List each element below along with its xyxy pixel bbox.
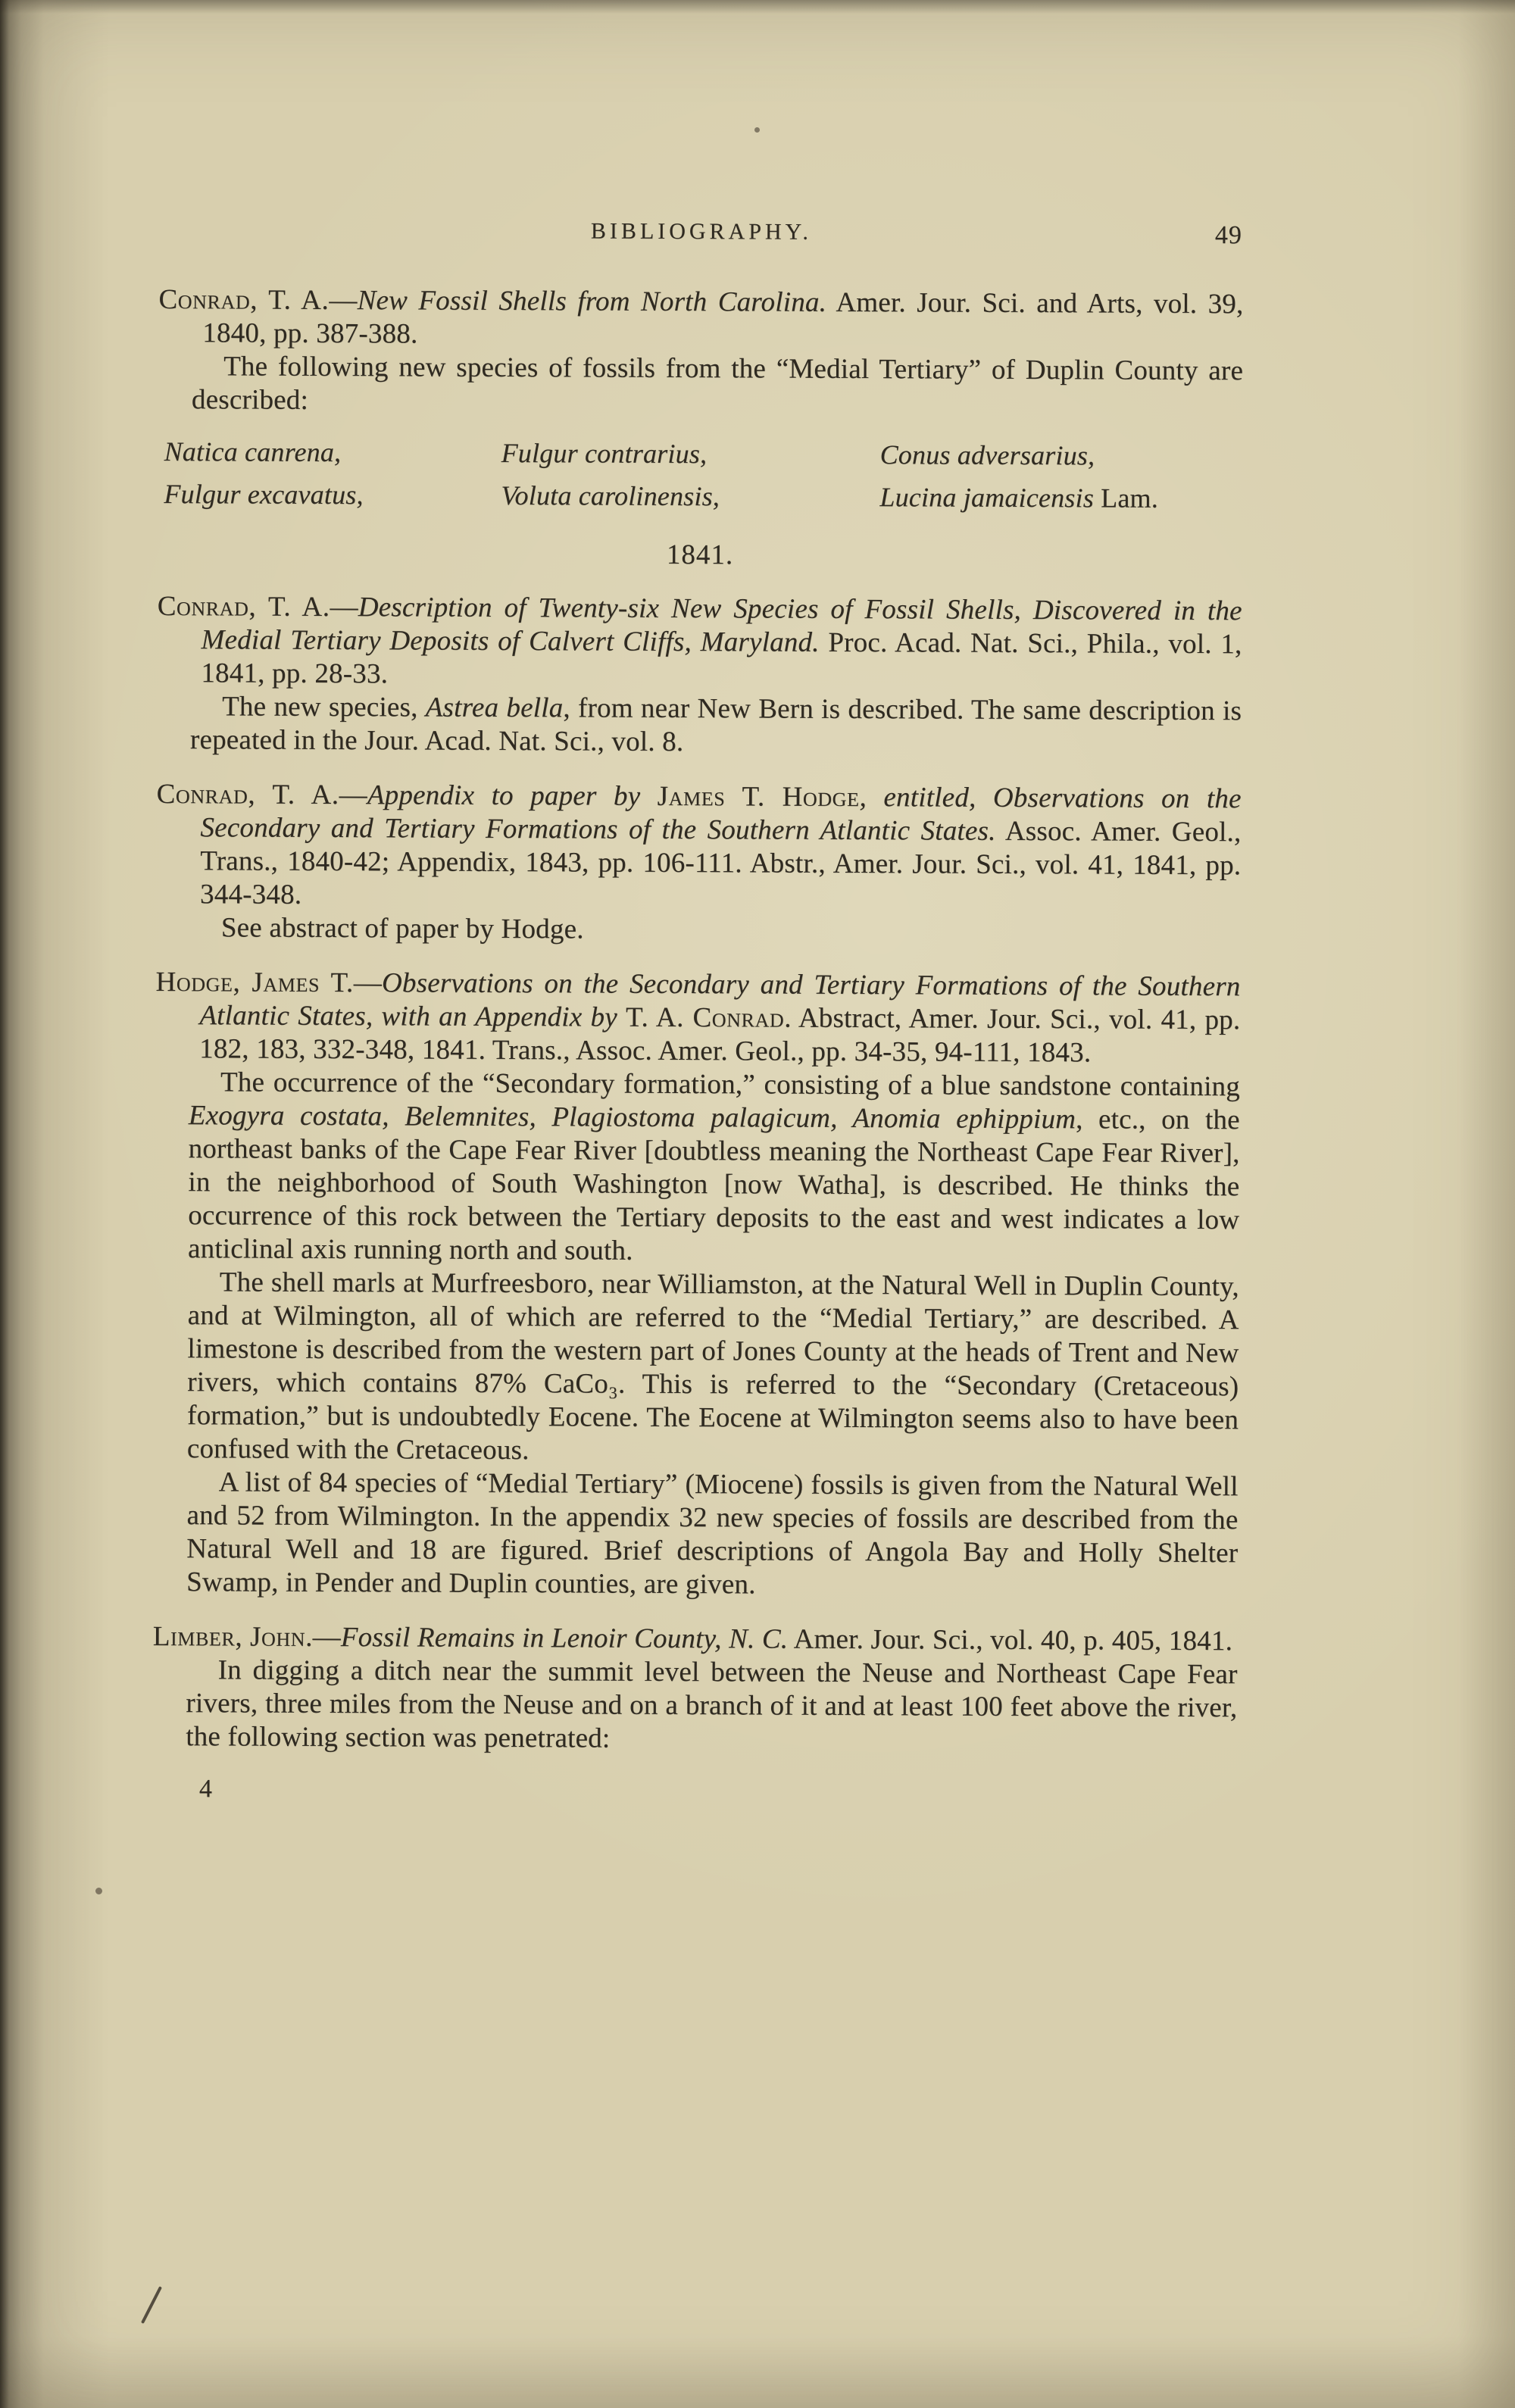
paper-speck (95, 1888, 102, 1894)
citation: Limber, John.—Fossil Remains in Lenoir County, N. C. Amer. Jour. Sci., vol. 40, p. 405, 1841. (152, 1620, 1233, 1657)
signature-mark: 4 (198, 1775, 213, 1804)
paper-speck (754, 127, 760, 133)
running-header (159, 217, 1244, 250)
species-item: Lucina jamaicensis Lam. (879, 482, 1159, 514)
species-item: Natica canrena, (164, 436, 342, 468)
bibliography-entry-conrad-1841-calvert (157, 590, 1242, 761)
pen-mark (141, 2286, 162, 2324)
species-item: Voluta carolinensis, (501, 479, 720, 512)
page-header-title: BIBLIOGRAPHY. (590, 218, 812, 245)
species-item: Conus adversarius, (879, 439, 1095, 471)
bibliography-entry-conrad-1840 (158, 283, 1243, 517)
entry-paragraph: The following new species of fossils from the “Medial Tertiary” of Duplin County are described: (191, 351, 1244, 416)
species-item: Fulgur contrarius, (501, 437, 708, 470)
entry-paragraph: The occurrence of the “Secondary formation,” consisting of a blue sandstone containing Exogyra costata, Belemnites, Plagiostoma palagicum, Anomia ephippium, etc., on the northeast banks of the Cape Fear River [doubtless meaning the Northeast Cape Fear River], in the neighborhood of South Washington [now Watha], is described. He thinks the occurrence of this rock between the Tertiary deposits to the east and west indicates a low anticlinal axis running north and south. (187, 1067, 1241, 1266)
species-list (164, 433, 1242, 517)
entry-paragraph: A list of 84 species of “Medial Tertiary” (Miocene) fossils is given from the Natural Well and 52 from Wilmington. In the appendix 32 new species of fossils are described from the Natural Well and 18 are figured. Brief descriptions of Angola Bay and Holly Shelter Swamp, in Pender and Duplin counties, are given. (186, 1466, 1239, 1601)
bibliography-entry-conrad-appendix-hodge (156, 778, 1242, 949)
page-number: 49 (1214, 221, 1242, 250)
citation: Hodge, James T.—Observations on the Secondary and Tertiary Formations of the Southern Atlantic States, with an Appendix by T. A. Conrad. Abstract, Amer. Jour. Sci., vol. 41, pp. 182, 183, 332-348, 1841. Trans., Assoc. Amer. Geol., pp. 34-35, 94-111, 1843. (155, 966, 1241, 1069)
entry-paragraph: The shell marls at Murfreesboro, near Williamston, at the Natural Well in Duplin County, and at Wilmington, all of which are referred to the “Medial Tertiary,” are described. A limestone is described from the western part of Jones County at the heads of Trent and New rivers, which contains 87% CaCo₃. This is referred to the “Secondary (Cretaceous) formation,” but is undoubtedly Eocene. The Eocene at Wilmington seems also to have been confused with the Cretaceous. (186, 1266, 1239, 1466)
page-content (152, 217, 1244, 1808)
citation: Conrad, T. A.—Appendix to paper by James T. Hodge, entitled, Observations on the Secondary and Tertiary Formations of the Southern Atlantic States. Assoc. Amer. Geol., Trans., 1840-42; Appendix, 1843, pp. 106-111. Abstr., Amer. Jour. Sci., vol. 41, 1841, pp. 344-348. (156, 778, 1242, 910)
species-item: Fulgur excavatus, (164, 479, 364, 511)
entry-paragraph: In digging a ditch near the summit level between the Neuse and Northeast Cape Fear rivers, three miles from the Neuse and on a branch of it and at least 100 feet above the river, the following section was penetrated: (186, 1654, 1238, 1754)
entry-paragraph: The new species, Astrea bella, from near New Bern is described. The same description is repeated in the Jour. Acad. Nat. Sci., vol. 8. (189, 691, 1242, 758)
citation: Conrad, T. A.—New Fossil Shells from North Carolina. Amer. Jour. Sci. and Arts, vol. 39, 1840, pp. 387-388. (158, 283, 1244, 350)
bibliography-entry-limber-lenoir (152, 1620, 1238, 1758)
bibliography-entry-hodge-observations (153, 966, 1241, 1604)
entry-paragraph: See abstract of paper by Hodge. (220, 912, 584, 945)
citation: Conrad, T. A.—Description of Twenty-six New Species of Fossil Shells, Discovered in the Medial Tertiary Deposits of Calvert Cliffs, Maryland. Proc. Acad. Nat. Sci., Phila., vol. 1, 1841, pp. 28-33. (157, 590, 1242, 690)
year-heading: 1841. (666, 539, 734, 571)
